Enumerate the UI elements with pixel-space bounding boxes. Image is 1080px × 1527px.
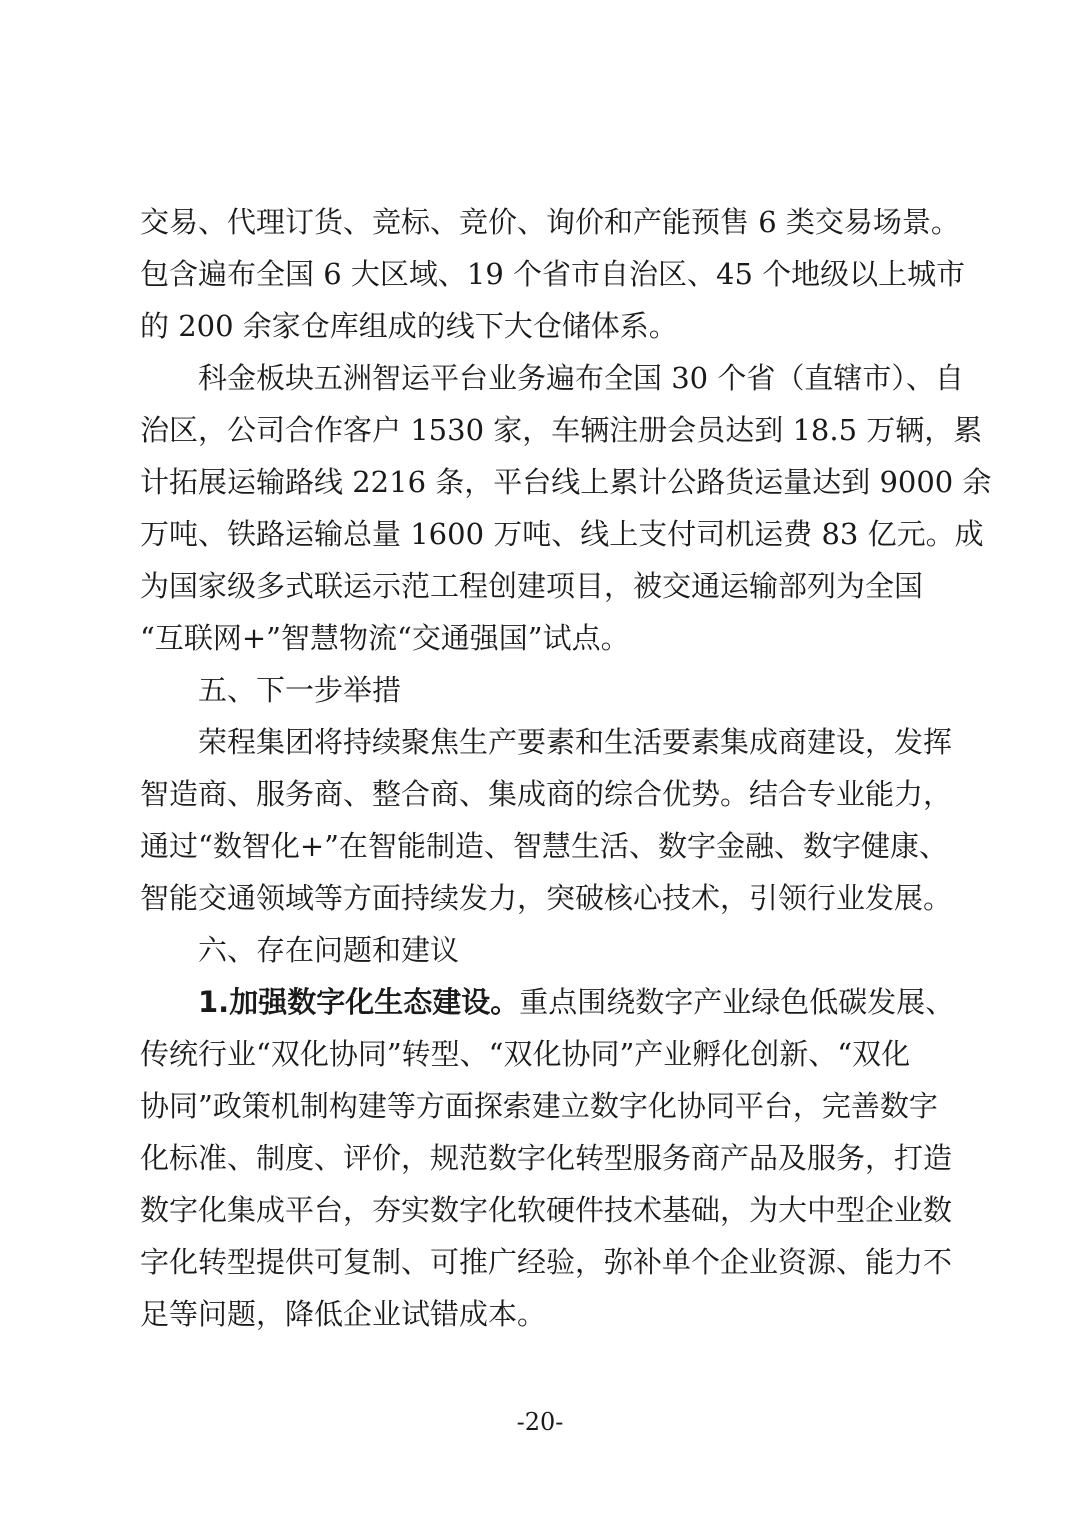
text-line: 足等问题，降低企业试错成本。 [140, 1297, 547, 1331]
text-line: 通过“数智化+”在智能制造、智慧生活、数字金融、数字健康、 [140, 829, 948, 863]
paragraph-trading-scenarios [140, 196, 966, 352]
paragraph-wuzhou-platform [140, 352, 992, 664]
text-line: 交易、代理订货、竞标、竞价、询价和产能预售 6 类交易场景。 [140, 205, 960, 239]
text-line: 智造商、服务商、整合商、集成商的综合优势。结合专业能力， [140, 777, 953, 811]
text-line: 数字化集成平台，夯实数字化软硬件技术基础，为大中型企业数 [140, 1193, 953, 1227]
text-line: 为国家级多式联运示范工程创建项目，被交通运输部列为全国 [140, 569, 924, 603]
text-line: 万吨、铁路运输总量 1600 万吨、线上支付司机运费 83 亿元。成 [140, 517, 984, 551]
page-number: -20- [516, 1408, 564, 1436]
item-lead-rest: 重点围绕数字产业绿色低碳发展、 [519, 985, 955, 1019]
paragraph-next-steps [140, 716, 953, 924]
text-line: 协同”政策机制构建等方面探索建立数字化协同平台，完善数字 [140, 1089, 938, 1123]
text-line: 字化转型提供可复制、可推广经验，弥补单个企业资源、能力不 [140, 1245, 953, 1279]
text-line: “互联网+”智慧物流“交通强国”试点。 [140, 621, 630, 655]
text-line [140, 976, 955, 1028]
text-line: 智能交通领域等方面持续发力，突破核心技术，引领行业发展。 [140, 881, 953, 915]
text-line: 科金板块五洲智运平台业务遍布全国 30 个省（直辖市）、自 [198, 361, 964, 395]
text-line: 计拓展运输路线 2216 条，平台线上累计公路货运量达到 9000 余 [140, 465, 992, 499]
text-line: 传统行业“双化协同”转型、“双化协同”产业孵化创新、“双化 [140, 1037, 911, 1071]
document-body [140, 196, 992, 1340]
text-line: 包含遍布全国 6 大区域、19 个省市自治区、45 个地级以上城市 [140, 257, 966, 291]
item-lead-bold: 1.加强数字化生态建设。 [198, 985, 520, 1019]
text-line: 的 200 余家仓库组成的线下大仓储体系。 [140, 309, 678, 343]
section-heading-next-steps: 五、下一步举措 [198, 673, 402, 707]
text-line: 治区，公司合作客户 1530 家，车辆注册会员达到 18.5 万辆，累 [140, 413, 983, 447]
text-line: 化标准、制度、评价，规范数字化转型服务商产品及服务，打造 [140, 1141, 953, 1175]
section-heading-problems-suggestions: 六、存在问题和建议 [198, 933, 460, 967]
text-line: 荣程集团将持续聚焦生产要素和生活要素集成商建设，发挥 [198, 725, 953, 759]
paragraph-digital-ecosystem [140, 976, 955, 1340]
